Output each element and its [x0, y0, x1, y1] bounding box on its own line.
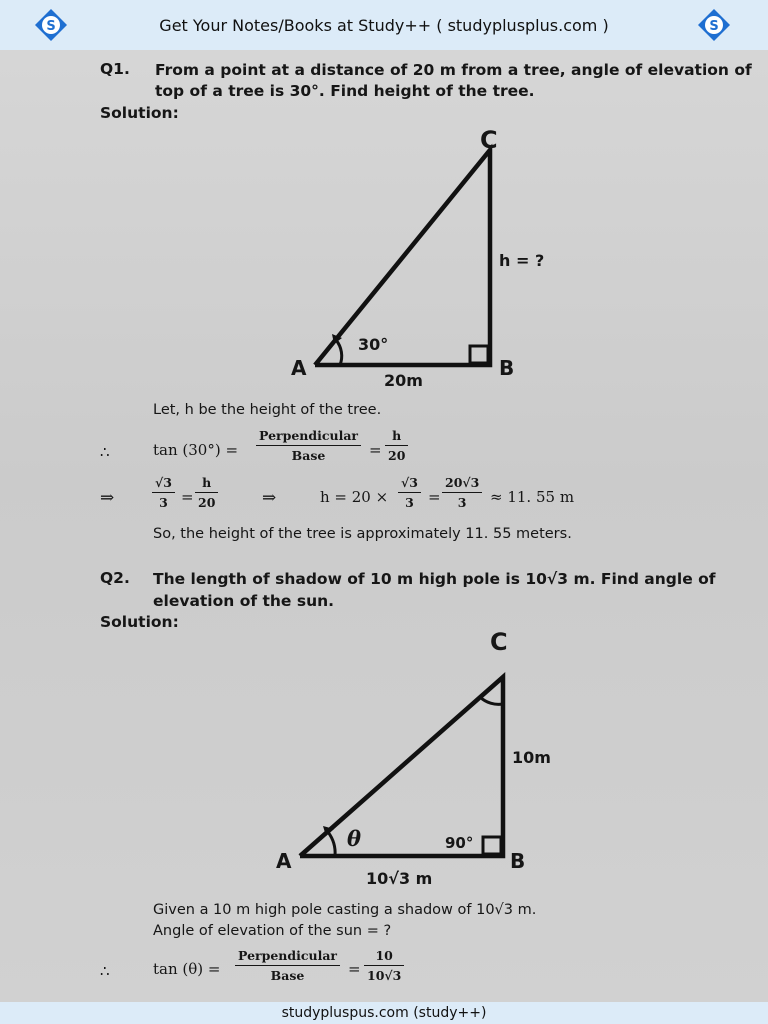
q1-ratio-denominator: Base — [291, 448, 326, 463]
q2-value-numerator: 10 — [364, 948, 404, 966]
q2-base-label: 10√3 m — [366, 869, 433, 888]
q1-20root3: 20√3 — [442, 475, 482, 493]
q2-tan-lhs: tan (θ) = — [153, 960, 221, 978]
q1-h-numerator: h — [385, 428, 408, 446]
q2-vertex-c: C — [490, 628, 508, 656]
q1-conclusion: So, the height of the tree is approximately 11. 55 meters. — [153, 526, 572, 542]
q2-vertex-b: B — [510, 849, 526, 873]
q2-height-label: 10m — [512, 748, 551, 767]
studyplusplus-logo-icon — [697, 8, 731, 42]
q1-h-denominator: 20 — [388, 448, 406, 463]
q1-three: 3 — [159, 495, 168, 510]
q1-number: Q1. — [100, 60, 130, 78]
q1-three-b: 3 — [405, 495, 414, 510]
q1-20root3-over-3 — [442, 475, 482, 510]
q2-triangle-diagram — [285, 640, 525, 880]
q1-three-c: 3 — [457, 495, 467, 510]
q1-h-fraction — [385, 428, 408, 463]
q1-h-expression: h = 20 × — [320, 488, 389, 506]
q2-ask-line: Angle of elevation of the sun = ? — [153, 923, 392, 939]
q1-ratio-numerator: Perpendicular — [256, 428, 361, 446]
q2-ratio-denominator: Base — [270, 968, 305, 983]
q1-let-line: Let, h be the height of the tree. — [153, 402, 382, 418]
q1-root3-over-3 — [152, 475, 175, 510]
q2-right-angle-label: 90° — [445, 834, 474, 852]
q1-equals: = — [369, 441, 382, 459]
q1-vertex-a: A — [291, 356, 307, 380]
q2-value-denominator: 10√3 — [367, 968, 402, 983]
q2-solution-label: Solution: — [100, 613, 179, 631]
q1-base-label: 20m — [384, 371, 423, 390]
q2-given-line: Given a 10 m high pole casting a shadow of 10√3 m. — [153, 902, 537, 918]
header-bar — [0, 0, 768, 50]
q2-value-fraction — [364, 948, 404, 983]
q1-equals-2: = — [181, 488, 194, 506]
q1-approx-result: ≈ 11. 55 m — [490, 488, 575, 506]
q1-implies-2: ⇒ — [262, 488, 277, 508]
q2-ratio-fraction — [235, 948, 340, 983]
q2-therefore: ∴ — [100, 962, 110, 980]
q2-text-line2: elevation of the sun. — [153, 592, 335, 610]
q2-ratio-numerator: Perpendicular — [235, 948, 340, 966]
q2-angle-label: θ — [347, 826, 362, 851]
studyplusplus-logo-icon — [34, 8, 68, 42]
q1-vertex-b: B — [499, 356, 515, 380]
footer-text: studypluspus.com (study++) — [281, 1005, 487, 1021]
q1-h-over-20 — [195, 475, 218, 510]
q1-ratio-fraction — [256, 428, 361, 463]
q2-vertex-a: A — [276, 849, 292, 873]
q1-therefore: ∴ — [100, 443, 110, 461]
q1-vertex-c: C — [480, 126, 498, 154]
q2-text-line1: The length of shadow of 10 m high pole is 10√3 m. Find angle of — [153, 570, 716, 588]
q1-angle-label: 30° — [358, 335, 389, 354]
q1-text-line2: top of a tree is 30°. Find height of the tree. — [155, 82, 535, 100]
svg-text:S: S — [46, 19, 56, 34]
q1-height-label: h = ? — [499, 251, 545, 270]
q1-root3: √3 — [152, 475, 175, 493]
q1-h-denominator-2: 20 — [198, 495, 216, 510]
q2-equals: = — [348, 960, 361, 978]
q1-equals-3: = — [428, 488, 441, 506]
header-title: Get Your Notes/Books at Study++ ( studyplusplus.com ) — [159, 15, 609, 35]
q1-tan-lhs: tan (30°) = — [153, 441, 239, 459]
q2-number: Q2. — [100, 569, 130, 587]
q1-implies: ⇒ — [100, 488, 115, 508]
q1-root3-over-3-b — [398, 475, 421, 510]
q1-text-line1: From a point at a distance of 20 m from a tree, angle of elevation of — [155, 61, 752, 79]
q1-root3-b: √3 — [398, 475, 421, 493]
q1-solution-label: Solution: — [100, 104, 179, 122]
footer-bar — [0, 1002, 768, 1024]
q1-h-numerator-2: h — [195, 475, 218, 493]
svg-text:S: S — [709, 19, 719, 34]
